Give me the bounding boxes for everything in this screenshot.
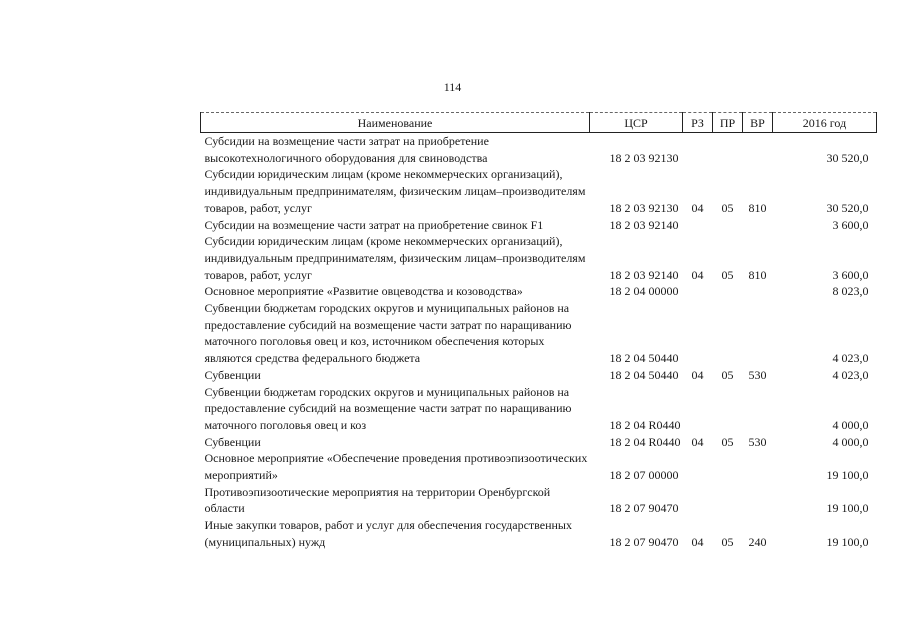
- table-row: [201, 484, 877, 517]
- table-row: [201, 283, 877, 300]
- header-year: 2016 год: [773, 113, 877, 133]
- row-name: Субвенции бюджетам городских округов и муниципальных районов на предоставление субсидий на возмещение части затрат по наращиванию маточного поголовья овец и коз: [204, 384, 572, 432]
- row-csr: 18 2 04 50440: [609, 367, 679, 382]
- budget-table: [200, 112, 877, 551]
- row-sum: 30 520,0: [826, 200, 869, 215]
- row-name: Противоэпизоотические мероприятия на территории Оренбургской области: [204, 484, 551, 516]
- row-name: Субвенции: [204, 367, 261, 382]
- row-vr: [743, 484, 773, 517]
- table-row: [201, 517, 877, 550]
- row-csr: 18 2 04 50440: [609, 351, 679, 366]
- table-row: [201, 434, 877, 451]
- row-vr: [743, 217, 773, 234]
- header-rz: РЗ: [683, 113, 713, 133]
- row-pr: [713, 133, 743, 167]
- row-csr: 18 2 03 92140: [609, 217, 679, 232]
- row-name: Основное мероприятие «Обеспечение проведения противоэпизоотических мероприятий»: [204, 451, 588, 483]
- row-name: Иные закупки товаров, работ и услуг для обеспечения государственных (муниципальных) нужд: [204, 518, 572, 549]
- row-name: Субвенции бюджетам городских округов и муниципальных районов на предоставление субсидий на возмещение части затрат по наращиванию маточного поголовья овец и коз, источником обеспечения которых являются средства федерального бюджета: [204, 301, 572, 366]
- row-csr: 18 2 04 R0440: [609, 417, 681, 432]
- row-sum: 19 100,0: [826, 534, 869, 549]
- row-sum: 4 023,0: [832, 351, 869, 366]
- row-pr: [713, 484, 743, 517]
- row-sum: 8 023,0: [832, 284, 869, 299]
- row-name: Субсидии юридическим лицам (кроме некоммерческих организаций), индивидуальным предпринимателям, физическим лицам–производителям товаров, работ, услуг: [204, 234, 586, 282]
- row-sum: 4 000,0: [832, 434, 869, 449]
- header-csr: ЦСР: [590, 113, 683, 133]
- row-sum: 19 100,0: [826, 468, 869, 483]
- table-body: [201, 133, 877, 551]
- row-vr: [743, 300, 773, 367]
- row-sum: 3 600,0: [832, 217, 869, 232]
- row-csr: 18 2 03 92130: [609, 150, 679, 165]
- row-rz: 04: [691, 200, 704, 215]
- row-name: Субвенции: [204, 434, 261, 449]
- table-row: [201, 217, 877, 234]
- row-rz: [683, 300, 713, 367]
- row-rz: [683, 217, 713, 234]
- row-pr: [713, 384, 743, 434]
- row-pr: [713, 283, 743, 300]
- row-rz: [683, 283, 713, 300]
- row-vr: 530: [748, 367, 767, 382]
- table-row: [201, 233, 877, 283]
- row-name: Субсидии на возмещение части затрат на приобретение высокотехнологичного оборудования для свиноводства: [204, 134, 489, 165]
- table-row: [201, 367, 877, 384]
- row-csr: 18 2 07 90470: [609, 501, 679, 516]
- row-pr: 05: [721, 434, 734, 449]
- header-pr: ПР: [713, 113, 743, 133]
- row-sum: 3 600,0: [832, 267, 869, 282]
- row-sum: 4 023,0: [832, 367, 869, 382]
- row-csr: 18 2 03 92140: [609, 267, 679, 282]
- row-vr: [743, 283, 773, 300]
- row-vr: [743, 133, 773, 167]
- row-vr: 530: [748, 434, 767, 449]
- table-row: [201, 450, 877, 483]
- row-vr: 810: [748, 267, 767, 282]
- row-csr: 18 2 07 90470: [609, 534, 679, 549]
- table-row: [201, 300, 877, 367]
- page-number: 114: [443, 80, 462, 94]
- row-rz: 04: [691, 534, 704, 549]
- row-csr: 18 2 03 92130: [609, 200, 679, 215]
- table-row: [201, 166, 877, 216]
- row-csr: 18 2 04 00000: [609, 284, 679, 299]
- row-rz: 04: [691, 434, 704, 449]
- row-csr: 18 2 04 R0440: [609, 434, 681, 449]
- row-pr: 05: [721, 200, 734, 215]
- row-pr: [713, 300, 743, 367]
- row-rz: 04: [691, 267, 704, 282]
- header-name: Наименование: [201, 113, 590, 133]
- row-vr: [743, 450, 773, 483]
- row-rz: [683, 450, 713, 483]
- row-rz: [683, 384, 713, 434]
- row-sum: 30 520,0: [826, 150, 869, 165]
- row-name: Субсидии юридическим лицам (кроме некоммерческих организаций), индивидуальным предпринимателям, физическим лицам–производителям товаров, работ, услуг: [204, 167, 586, 215]
- row-pr: 05: [721, 534, 734, 549]
- row-vr: 240: [748, 534, 767, 549]
- row-pr: [713, 450, 743, 483]
- row-rz: 04: [691, 367, 704, 382]
- row-csr: 18 2 07 00000: [609, 468, 679, 483]
- table-row: [201, 133, 877, 167]
- row-rz: [683, 484, 713, 517]
- row-pr: 05: [721, 267, 734, 282]
- row-pr: [713, 217, 743, 234]
- row-sum: 4 000,0: [832, 417, 869, 432]
- table-row: [201, 384, 877, 434]
- row-name: Основное мероприятие «Развитие овцеводства и козоводства»: [204, 284, 523, 299]
- row-vr: 810: [748, 200, 767, 215]
- header-vr: ВР: [743, 113, 773, 133]
- row-sum: 19 100,0: [826, 501, 869, 516]
- row-name: Субсидии на возмещение части затрат на приобретение свинок F1: [204, 217, 544, 232]
- row-rz: [683, 133, 713, 167]
- table-header: [201, 113, 877, 133]
- row-vr: [743, 384, 773, 434]
- row-pr: 05: [721, 367, 734, 382]
